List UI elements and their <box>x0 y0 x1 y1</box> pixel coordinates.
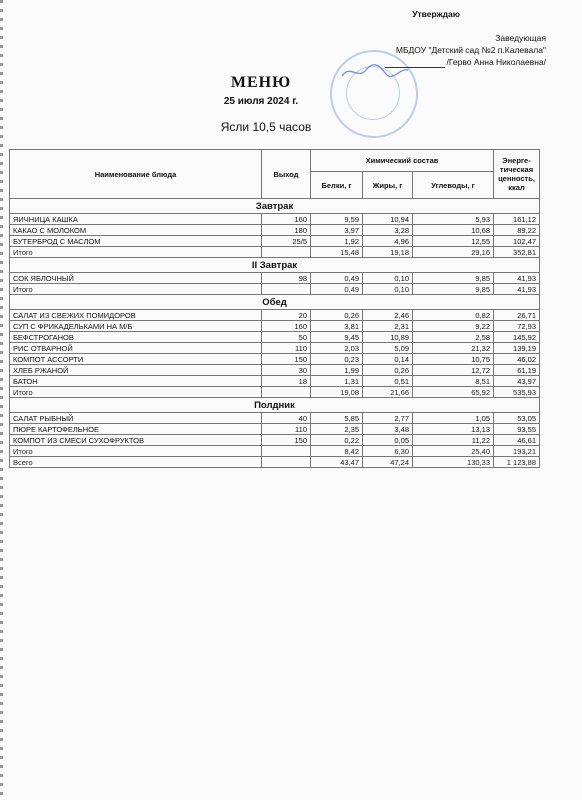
approval-block <box>286 8 546 68</box>
table-row <box>10 332 540 343</box>
signature-line <box>385 59 445 68</box>
col-energy-header: Энерге-тическая ценность, ккал <box>494 150 540 199</box>
dish-output: 150 <box>262 354 311 365</box>
dish-fat: 10,94 <box>363 214 413 225</box>
approval-title: Утверждаю <box>412 9 460 19</box>
col-carbs-header: Углеводы, г <box>413 172 494 199</box>
section-row <box>10 295 540 310</box>
dish-energy: 161,12 <box>494 214 540 225</box>
dish-output: 50 <box>262 332 311 343</box>
total-carbs: 29,16 <box>413 247 494 258</box>
dish-energy: 53,05 <box>494 413 540 424</box>
dish-fat: 5,09 <box>363 343 413 354</box>
dish-fat: 0,05 <box>363 435 413 446</box>
total-carbs: 65,92 <box>413 387 494 398</box>
total-energy: 352,81 <box>494 247 540 258</box>
approval-name: /Герво Анна Николаевна/ <box>446 57 546 67</box>
dish-output: 98 <box>262 273 311 284</box>
total-label: Итого <box>10 387 262 398</box>
section-row <box>10 199 540 214</box>
total-label: Итого <box>10 247 262 258</box>
dish-name: ХЛЕБ РЖАНОЙ <box>10 365 262 376</box>
table-row <box>10 236 540 247</box>
dish-carbs: 9,85 <box>413 273 494 284</box>
dish-protein: 3,97 <box>311 225 363 236</box>
dish-output: 18 <box>262 376 311 387</box>
dish-name: СОК ЯБЛОЧНЫЙ <box>10 273 262 284</box>
section-row <box>10 398 540 413</box>
dish-energy: 72,93 <box>494 321 540 332</box>
table-row <box>10 310 540 321</box>
empty-cell <box>262 284 311 295</box>
total-fat: 19,18 <box>363 247 413 258</box>
total-label: Итого <box>10 284 262 295</box>
total-energy: 193,21 <box>494 446 540 457</box>
dish-carbs: 2,58 <box>413 332 494 343</box>
table-row <box>10 354 540 365</box>
total-protein: 15,48 <box>311 247 363 258</box>
dish-fat: 3,48 <box>363 424 413 435</box>
dish-protein: 3,81 <box>311 321 363 332</box>
dish-name: РИС ОТВАРНОЙ <box>10 343 262 354</box>
table-row <box>10 435 540 446</box>
table-row <box>10 376 540 387</box>
total-fat: 6,30 <box>363 446 413 457</box>
dish-protein: 1,92 <box>311 236 363 247</box>
dish-protein: 9,59 <box>311 214 363 225</box>
dish-output: 30 <box>262 365 311 376</box>
col-protein-header: Белки, г <box>311 172 363 199</box>
dish-name: КАКАО С МОЛОКОМ <box>10 225 262 236</box>
dish-protein: 0,23 <box>311 354 363 365</box>
dish-energy: 26,71 <box>494 310 540 321</box>
section-title: Завтрак <box>10 199 540 214</box>
dish-output: 160 <box>262 214 311 225</box>
dish-energy: 89,22 <box>494 225 540 236</box>
dish-protein: 1,99 <box>311 365 363 376</box>
grand-total-protein: 43,47 <box>311 457 363 468</box>
empty-cell <box>262 247 311 258</box>
dish-energy: 93,55 <box>494 424 540 435</box>
total-row <box>10 387 540 398</box>
dish-protein: 0,26 <box>311 310 363 321</box>
dish-fat: 4,96 <box>363 236 413 247</box>
dish-energy: 145,92 <box>494 332 540 343</box>
table-row <box>10 365 540 376</box>
total-energy: 535,93 <box>494 387 540 398</box>
dish-output: 150 <box>262 435 311 446</box>
empty-cell <box>262 387 311 398</box>
dish-name: БАТОН <box>10 376 262 387</box>
dish-name: ЯИЧНИЦА КАШКА <box>10 214 262 225</box>
dish-protein: 2,03 <box>311 343 363 354</box>
dish-output: 160 <box>262 321 311 332</box>
dish-carbs: 10,75 <box>413 354 494 365</box>
menu-table <box>9 149 540 468</box>
dish-energy: 46,61 <box>494 435 540 446</box>
table-row <box>10 413 540 424</box>
total-row <box>10 247 540 258</box>
total-protein: 8,42 <box>311 446 363 457</box>
dish-output: 110 <box>262 343 311 354</box>
dish-name: СУП С ФРИКАДЕЛЬКАМИ НА М/Б <box>10 321 262 332</box>
dish-carbs: 12,72 <box>413 365 494 376</box>
section-title: Полдник <box>10 398 540 413</box>
grand-total-label: Всего <box>10 457 262 468</box>
dish-carbs: 10,68 <box>413 225 494 236</box>
dish-name: БУТЕРБРОД С МАСЛОМ <box>10 236 262 247</box>
dish-energy: 46,02 <box>494 354 540 365</box>
dish-energy: 102,47 <box>494 236 540 247</box>
total-protein: 0,49 <box>311 284 363 295</box>
table-row <box>10 343 540 354</box>
dish-output: 110 <box>262 424 311 435</box>
total-carbs: 9,85 <box>413 284 494 295</box>
total-row <box>10 284 540 295</box>
total-carbs: 25,40 <box>413 446 494 457</box>
dish-fat: 2,31 <box>363 321 413 332</box>
total-fat: 0,10 <box>363 284 413 295</box>
dish-output: 20 <box>262 310 311 321</box>
table-row <box>10 424 540 435</box>
grand-total-row <box>10 457 540 468</box>
dish-fat: 0,26 <box>363 365 413 376</box>
table-row <box>10 273 540 284</box>
total-fat: 21,66 <box>363 387 413 398</box>
dish-energy: 43,97 <box>494 376 540 387</box>
dish-carbs: 1,05 <box>413 413 494 424</box>
section-title: Обед <box>10 295 540 310</box>
dish-carbs: 8,51 <box>413 376 494 387</box>
dish-protein: 0,22 <box>311 435 363 446</box>
dish-name: КОМПОТ АССОРТИ <box>10 354 262 365</box>
dish-name: ПЮРЕ КАРТОФЕЛЬНОЕ <box>10 424 262 435</box>
col-chem-header: Химический состав <box>311 150 494 172</box>
dish-energy: 41,93 <box>494 273 540 284</box>
dish-protein: 2,35 <box>311 424 363 435</box>
col-output-header: Выход <box>262 150 311 199</box>
empty-cell <box>262 446 311 457</box>
dish-fat: 0,10 <box>363 273 413 284</box>
dish-protein: 0,49 <box>311 273 363 284</box>
dish-carbs: 21,32 <box>413 343 494 354</box>
dish-name: КОМПОТ ИЗ СМЕСИ СУХОФРУКТОВ <box>10 435 262 446</box>
dish-name: БЕФСТРОГАНОВ <box>10 332 262 343</box>
dish-fat: 3,28 <box>363 225 413 236</box>
dish-carbs: 11,22 <box>413 435 494 446</box>
dish-carbs: 5,93 <box>413 214 494 225</box>
dish-name: САЛАТ РЫБНЫЙ <box>10 413 262 424</box>
dish-protein: 5,85 <box>311 413 363 424</box>
total-label: Итого <box>10 446 262 457</box>
dish-carbs: 9,22 <box>413 321 494 332</box>
approval-org: МБДОУ "Детский сад №2 п.Калевала" <box>395 45 546 55</box>
grand-total-carbs: 130,33 <box>413 457 494 468</box>
section-title: II Завтрак <box>10 258 540 273</box>
dish-protein: 1,31 <box>311 376 363 387</box>
dish-output: 25/5 <box>262 236 311 247</box>
table-row <box>10 214 540 225</box>
menu-body <box>10 199 540 468</box>
dish-protein: 9,45 <box>311 332 363 343</box>
section-row <box>10 258 540 273</box>
grand-total-fat: 47,24 <box>363 457 413 468</box>
col-fat-header: Жиры, г <box>363 172 413 199</box>
col-name-header: Наименование блюда <box>10 150 262 199</box>
dish-name: САЛАТ ИЗ СВЕЖИХ ПОМИДОРОВ <box>10 310 262 321</box>
dish-energy: 61,19 <box>494 365 540 376</box>
table-row <box>10 321 540 332</box>
total-protein: 19,08 <box>311 387 363 398</box>
total-energy: 41,93 <box>494 284 540 295</box>
menu-group: Ясли 10,5 часов <box>220 120 312 134</box>
empty-cell <box>262 457 311 468</box>
table-row <box>10 225 540 236</box>
menu-date: 25 июля 2024 г. <box>223 96 299 107</box>
approval-position: Заведующая <box>495 33 546 43</box>
menu-title: МЕНЮ <box>230 74 292 91</box>
dish-energy: 139,19 <box>494 343 540 354</box>
dish-fat: 0,51 <box>363 376 413 387</box>
dish-fat: 10,89 <box>363 332 413 343</box>
total-row <box>10 446 540 457</box>
dish-fat: 2,46 <box>363 310 413 321</box>
grand-total-energy: 1 123,88 <box>494 457 540 468</box>
dish-carbs: 12,55 <box>413 236 494 247</box>
dish-output: 40 <box>262 413 311 424</box>
dish-carbs: 0,82 <box>413 310 494 321</box>
dish-output: 180 <box>262 225 311 236</box>
dish-fat: 2,77 <box>363 413 413 424</box>
dish-fat: 0,14 <box>363 354 413 365</box>
dish-carbs: 13,13 <box>413 424 494 435</box>
